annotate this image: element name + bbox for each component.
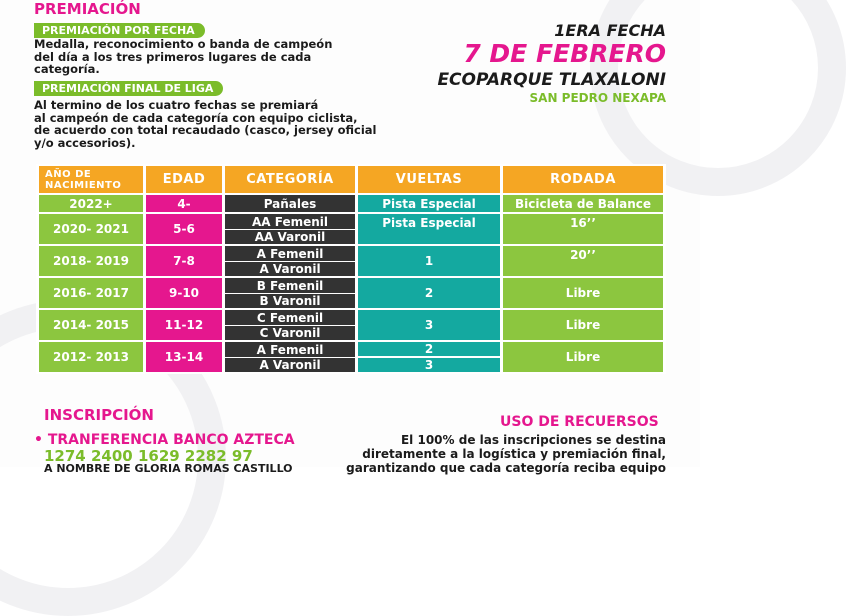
cell-categoria (225, 246, 355, 276)
text-line: Medalla, reconocimiento o banda de campeón (34, 37, 333, 51)
cell-edad: 11-12 (146, 310, 222, 340)
premiacion-por-fecha-label: PREMIACIÓN POR FECHA (34, 23, 205, 38)
header-year-line: AÑO DE (45, 168, 92, 180)
table-row (39, 246, 663, 276)
cell-vueltas: Pista Especial (358, 214, 500, 244)
text-line: de acuerdo con total recaudado (casco, jersey oficial (34, 123, 377, 137)
cell-edad: 13-14 (146, 342, 222, 372)
text-line: y/o accesorios). (34, 135, 136, 150)
header-year (39, 166, 143, 193)
bullet-icon: • (34, 432, 43, 448)
cell-year: 2020- 2021 (39, 214, 143, 244)
categoria-line: A Varonil (225, 261, 355, 276)
event-date: 7 DE FEBRERO (463, 39, 666, 68)
table-row (39, 310, 663, 340)
table-body (39, 195, 663, 372)
header-year-line: NACIMIENTO (45, 179, 122, 191)
header-categoria: CATEGORÍA (225, 166, 355, 193)
cell-edad: 5-6 (146, 214, 222, 244)
table-row (39, 342, 663, 372)
account-number: 1274 2400 1629 2282 97 (44, 447, 253, 465)
cell-edad: 9-10 (146, 278, 222, 308)
cell-categoria (225, 278, 355, 308)
cell-vueltas (358, 342, 500, 372)
cell-rodada: 16’’ (503, 214, 663, 244)
cell-year: 2018- 2019 (39, 246, 143, 276)
cell-rodada: Bicicleta de Balance (503, 195, 663, 212)
cell-rodada: Libre (503, 342, 663, 372)
cell-year: 2016- 2017 (39, 278, 143, 308)
header-vueltas: VUELTAS (358, 166, 500, 193)
cell-categoria (225, 342, 355, 372)
premiacion-final-text (34, 99, 377, 149)
event-venue: ECOPARQUE TLAXALONI (437, 70, 666, 90)
event-fecha-number: 1ERA FECHA (554, 21, 666, 40)
cell-rodada: Libre (503, 310, 663, 340)
vueltas-line: 2 (424, 342, 434, 356)
categoria-line: B Varonil (225, 293, 355, 308)
categories-table (36, 164, 666, 374)
text-line: El 100% de las inscripciones se destina (400, 433, 666, 447)
premiacion-title: PREMIACIÓN (34, 0, 141, 18)
table-row (39, 278, 663, 308)
cell-year: 2012- 2013 (39, 342, 143, 372)
categoria-line: A Varonil (225, 357, 355, 372)
cell-year: 2022+ (39, 195, 143, 212)
cell-vueltas: 2 (358, 278, 500, 308)
text-line: al campeón de cada categoría con equipo ciclista, (34, 110, 358, 125)
premiacion-final-label: PREMIACIÓN FINAL DE LIGA (34, 81, 223, 96)
categoria-line: A Femenil (256, 246, 324, 261)
cell-edad: 7-8 (146, 246, 222, 276)
cell-rodada: 20’’ (503, 246, 663, 276)
recursos-title: USO DE RECUERSOS (500, 414, 659, 430)
text-line: categoría. (34, 62, 100, 76)
categoria-line: Pañales (263, 196, 317, 211)
vueltas-line: 3 (358, 356, 500, 372)
categoria-line: C Varonil (225, 325, 355, 340)
text-line: del día a los tres primeros lugares de cada (34, 49, 312, 64)
header-rodada: RODADA (503, 166, 663, 193)
cell-rodada: Libre (503, 278, 663, 308)
table-row (39, 214, 663, 244)
table-row (39, 195, 663, 212)
premiacion-por-fecha-text (34, 38, 332, 76)
recursos-text (346, 433, 666, 475)
cell-categoria (225, 195, 355, 212)
bank-label (34, 432, 295, 448)
categoria-line: AA Femenil (251, 214, 328, 229)
event-location: SAN PEDRO NEXAPA (529, 91, 666, 105)
cell-vueltas: Pista Especial (358, 195, 500, 212)
cell-year: 2014- 2015 (39, 310, 143, 340)
text-line: diretamente a la logística y premiación final, (362, 447, 666, 461)
table-header-row (39, 166, 663, 193)
header-edad: EDAD (146, 166, 222, 193)
categoria-line: AA Varonil (225, 229, 355, 244)
cell-vueltas: 1 (358, 246, 500, 276)
account-holder: A NOMBRE DE GLORIA ROMAS CASTILLO (44, 462, 293, 475)
cell-vueltas: 3 (358, 310, 500, 340)
inscripcion-title: INSCRIPCIÓN (44, 406, 154, 424)
cell-categoria (225, 310, 355, 340)
bank-label-text: TRANFERENCIA BANCO AZTECA (47, 432, 295, 448)
text-line: Al termino de los cuatro fechas se premiará (34, 98, 319, 112)
cell-edad: 4- (146, 195, 222, 212)
categoria-line: C Femenil (256, 310, 324, 325)
cell-categoria (225, 214, 355, 244)
text-line: garantizando que cada categoría reciba equipo (346, 461, 666, 475)
categoria-line: B Femenil (256, 278, 324, 293)
categoria-line: A Femenil (256, 342, 324, 357)
